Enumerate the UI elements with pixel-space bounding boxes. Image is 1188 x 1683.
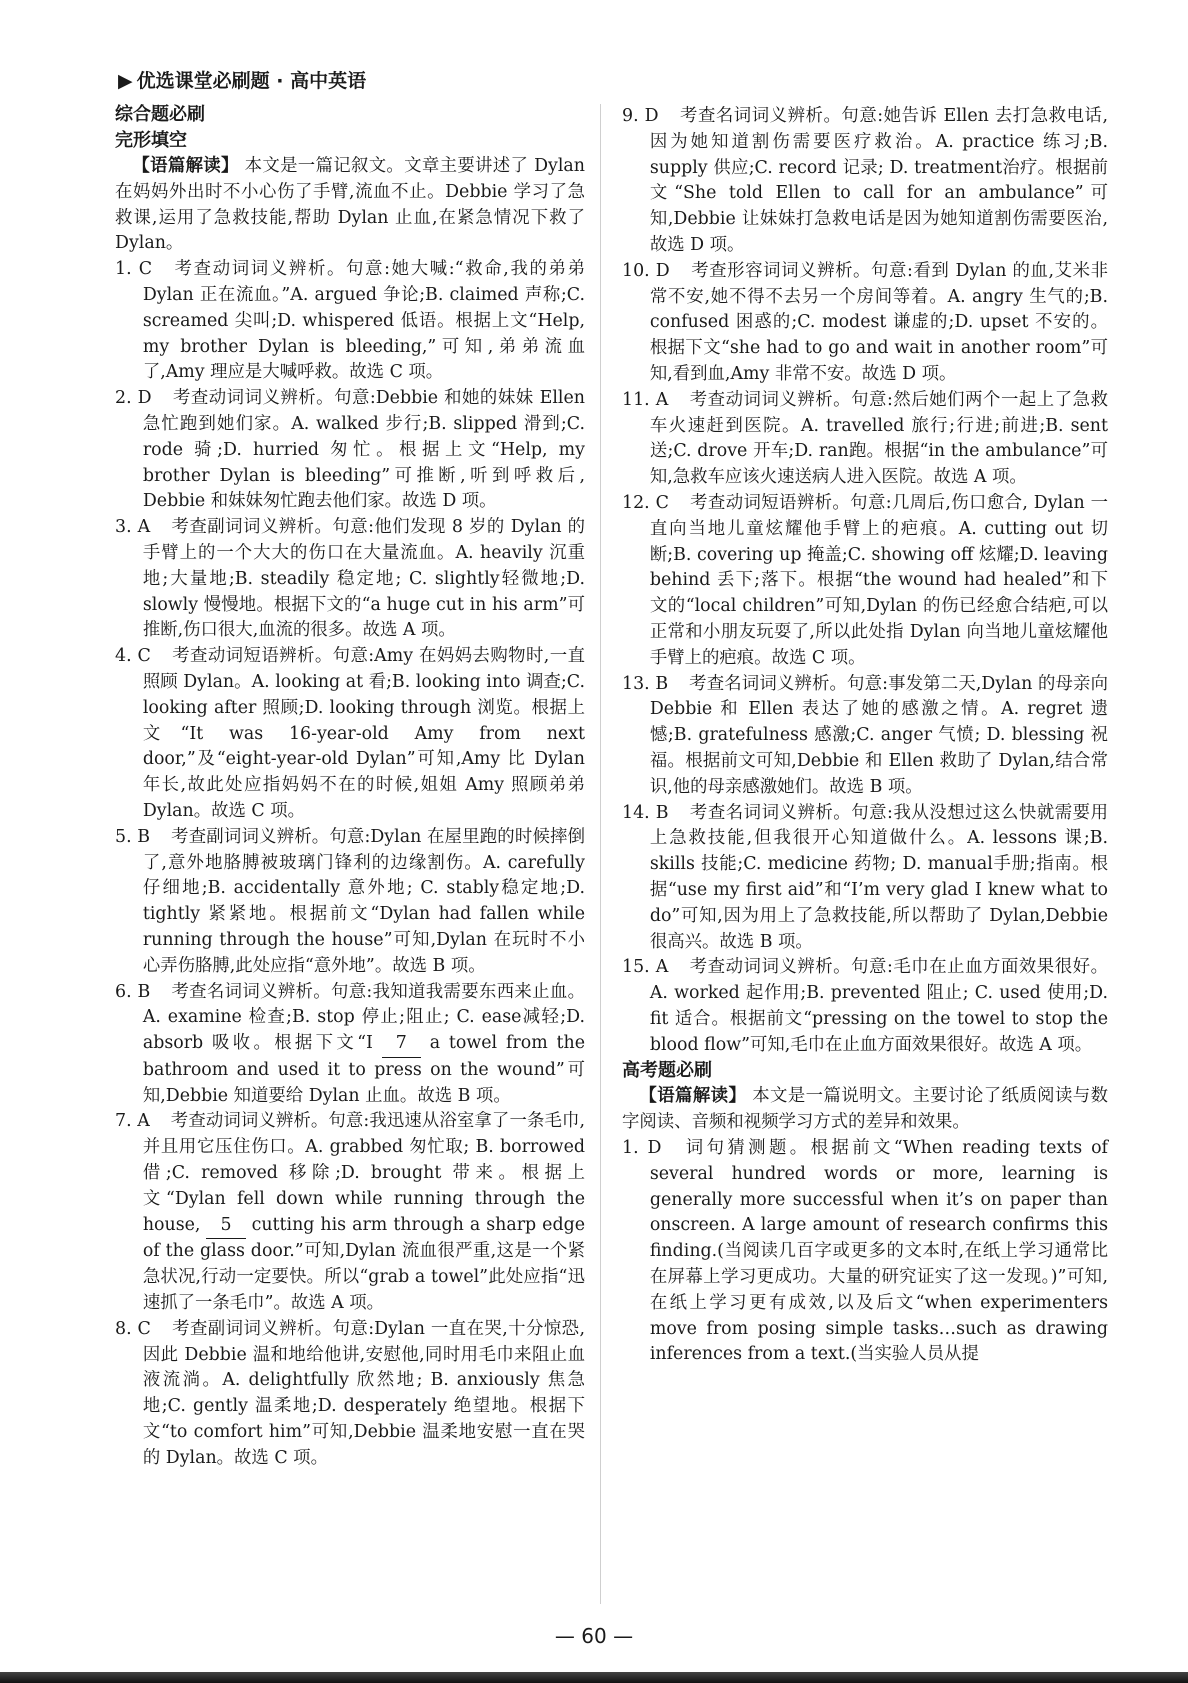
answer-number: 4. C	[115, 646, 151, 667]
passage-intro	[115, 154, 585, 257]
answer-number: 14. B	[622, 802, 669, 823]
answer-number: 6. B	[115, 981, 151, 1002]
answer-item	[115, 1317, 585, 1472]
answer-explanation: 词句猜测题。根据前文“When reading texts of several hundred words or more, learning is generally more successful when it’s on paper than onscreen. A large amount of research confirms this finding.(当阅读几百字或更多的文本时,在纸上学习通常比在屏幕上学习更成功。大量的研究证实了这一发现。)”可知,在纸上学习更有成效,以及后文“when experimenters move from posing simple tasks…such as drawing inferences from a text.(当实验人员从提	[649, 1138, 1108, 1365]
intro-text: 本文是一篇记叙文。文章主要讲述了 Dylan 在妈妈外出时不小心伤了手臂,流血不止。Debbie 学习了急救课,运用了急救技能,帮助 Dylan 止血,在紧急情况下救了 Dylan。	[115, 156, 585, 254]
answer-explanation: 考查动词词义辨析。句意:她大喊:“救命,我的弟弟 Dylan 正在流血。”A. argued 争论;B. claimed 声称;C. screamed 尖叫;D. whispered 低语。根据上文“Help, my brother Dylan is bleeding,”可知,弟弟流血了,Amy 理应是大喊呼救。故选 C 项。	[142, 259, 585, 383]
scan-edge	[0, 1672, 1188, 1683]
intro-text: 本文是一篇说明文。主要讨论了纸质阅读与数字阅读、音频和视频学习方式的差异和效果。	[622, 1086, 1108, 1133]
answer-number: 7. A	[115, 1111, 150, 1132]
answer-number: 10. D	[622, 260, 670, 281]
page-header	[118, 66, 366, 93]
answer-item	[115, 980, 585, 1110]
section-heading-gaokao: 高考题必刷	[622, 1060, 712, 1082]
answer-number: 11. A	[622, 389, 669, 410]
intro-tag: 【语篇解读】	[639, 1086, 747, 1107]
answer-item	[622, 955, 1108, 1058]
answer-explanation: 考查动词词义辨析。句意:然后她们两个一起上了急救车火速赶到医院。A. travelled 旅行;行进;前进;B. sent 送;C. drove 开车;D. ran跑。根据“in the ambulance”可知,急救车应该火速送病人进入医院。故选 A 项。	[649, 389, 1108, 488]
answer-item	[115, 515, 585, 644]
answer-number: 15. A	[622, 957, 669, 978]
answer-number: 12. C	[622, 492, 669, 513]
answer-explanation: 考查动词短语辨析。句意:Amy 在妈妈去购物时,一直照顾 Dylan。A. looking at 看;B. looking into 调查;C. looking after 照顾;D. looking through 浏览。根据上文“It was 16-year-old Amy from next door,”及“eight-year-old Dylan”可知,Amy 比 Dylan 年长,故此处应指妈妈不在的时候,姐姐 Amy 照顾弟弟 Dylan。故选 C 项。	[142, 646, 585, 821]
answer-item	[622, 104, 1108, 259]
triangle-marker-icon: ▶	[118, 70, 133, 92]
blank-number: 7	[382, 1031, 421, 1058]
answer-item	[115, 1109, 585, 1316]
answer-item	[622, 1136, 1108, 1368]
answer-explanation: 考查名词词义辨析。句意:事发第二天,Dylan 的母亲向 Debbie 和 Ellen 表达了她的感激之情。A. regret 遗憾;B. gratefulness 感激;C. anger 气愤; D. blessing 祝福。根据前文可知,Debbie 和 Ellen 救助了 Dylan,结合常识,他的母亲感激她们。故选 B 项。	[649, 673, 1108, 797]
answer-explanation: 考查动词词义辨析。句意:Debbie 和她的妹妹 Ellen 急忙跑到她们家。A. walked 步行;B. slipped 滑到;C. rode 骑;D. hurried 匆忙。根据上文“Help, my brother Dylan is bleeding”可推断,听到呼救后, Debbie 和妹妹匆忙跑去他们家。故选 D 项。	[142, 388, 585, 512]
answer-number: 3. A	[115, 517, 151, 538]
blank-number: 5	[206, 1213, 245, 1240]
answer-number: 2. D	[115, 388, 152, 409]
section-heading-comprehensive: 综合题必刷	[115, 104, 205, 125]
answer-number: 5. B	[115, 826, 151, 847]
answer-number: 1. C	[115, 259, 153, 280]
intro-tag: 【语篇解读】	[132, 156, 239, 176]
right-column	[622, 104, 1108, 1368]
answer-item	[622, 491, 1108, 672]
section-heading-cloze: 完形填空	[115, 130, 187, 151]
answer-explanation-cont: a towel from the bathroom and used it to press on the wound”可知,Debbie 知道要给 Dylan 止血。故选 B 项。	[142, 1033, 586, 1106]
answer-number: 1. D	[622, 1138, 662, 1159]
answer-explanation: 考查名词词义辨析。句意:我从没想过这么快就需要用上急救技能,但我很开心知道做什么。A. lessons 课;B. skills 技能;C. medicine 药物; D. manual手册;指南。根据“use my first aid”和“I’m very glad I knew what to do”可知,因为用上了急救技能,所以帮助了 Dylan,Debbie 很高兴。故选 B 项。	[649, 802, 1108, 952]
column-divider	[600, 104, 601, 1604]
left-column	[115, 102, 585, 1472]
answer-item	[115, 825, 585, 980]
passage-intro	[622, 1084, 1108, 1136]
answer-explanation: 考查副词词义辨析。句意:Dylan 在屋里跑的时候摔倒了,意外地胳膊被玻璃门锋利的边缘割伤。A. carefully 仔细地;B. accidentally 意外地; C. stably稳定地;D. tightly 紧紧地。根据前文“Dylan had fallen while running through the house”可知,Dylan 在玩时不小心弄伤胳膊,此处应指“意外地”。故选 B 项。	[142, 826, 585, 976]
answer-item	[115, 386, 585, 515]
answer-explanation: 考查动词短语辨析。句意:几周后,伤口愈合, Dylan 一直向当地儿童炫耀他手臂上的疤痕。A. cutting out 切断;B. covering up 掩盖;C. showing off 炫耀;D. leaving behind 丢下;落下。根据“the wound had healed”和下文的“local children”可知,Dylan 的伤已经愈合结疤,可以正常和小朋友玩耍了,所以此处指 Dylan 向当地儿童炫耀他手臂上的疤痕。故选 C 项。	[649, 492, 1108, 668]
answer-item	[115, 257, 585, 386]
answer-item	[622, 672, 1108, 801]
answer-number: 9. D	[622, 106, 659, 126]
answer-explanation: 考查副词词义辨析。句意:Dylan 一直在哭,十分惊恐,因此 Debbie 温和地给他讲,安慰他,同时用毛巾来阻止血液流淌。A. delightfully 欣然地; B. anxiously 焦急地;C. gently 温柔地;D. desperately 绝望地。根据下文“to comfort him”可知,Debbie 温柔地安慰一直在哭的 Dylan。故选 C 项。	[142, 1318, 585, 1468]
answer-explanation: 考查名词词义辨析。句意:她告诉 Ellen 去打急救电话,因为她知道割伤需要医疗救治。A. practice 练习;B. supply 供应;C. record 记录; D. treatment治疗。根据前文“She told Ellen to call for an ambulance”可知,Debbie 让妹妹打急救电话是因为她知道割伤需要医治,故选 D 项。	[649, 106, 1108, 255]
answer-item	[622, 801, 1108, 956]
answer-item	[115, 644, 585, 825]
answer-explanation: 考查动词词义辨析。句意:我迅速从浴室拿了一条毛巾,并且用它压住伤口。A. grabbed 匆忙取; B. borrowed 借;C. removed 移除;D. brought 带来。根据上文“Dylan fell down while running through the house,	[142, 1111, 586, 1235]
answer-explanation-cont: cutting his arm through a sharp edge of the glass door.”可知,Dylan 流血很严重,这是一个紧急状况,行动一定要快。所以“grab a towel”此处应指“迅速抓了一条毛巾”。故选 A 项。	[142, 1214, 586, 1314]
answer-explanation: 考查副词词义辨析。句意:他们发现 8 岁的 Dylan 的手臂上的一个大大的伤口在大量流血。A. heavily 沉重地;大量地;B. steadily 稳定地; C. slightly轻微地;D. slowly 慢慢地。根据下文的“a huge cut in his arm”可推断,伤口很大,血流的很多。故选 A 项。	[142, 517, 586, 641]
header-title: 优选课堂必刷题 · 高中英语	[136, 70, 367, 92]
page-number: — 60 —	[554, 1624, 634, 1648]
answer-number: 13. B	[622, 673, 669, 694]
answer-explanation: 考查动词词义辨析。句意:毛巾在止血方面效果很好。A. worked 起作用;B. prevented 阻止; C. used 使用;D. fit 适合。根据前文“pressing on the towel to stop the blood flow”可知,毛巾在止血方面效果很好。故选 A 项。	[649, 957, 1108, 1055]
answer-explanation: 考查形容词词义辨析。句意:看到 Dylan 的血,艾米非常不安,她不得不去另一个房间等着。A. angry 生气的;B. confused 困惑的;C. modest 谦虚的;D. upset 不安的。根据下文“she had to go and wait in another room”可知,看到血,Amy 非常不安。故选 D 项。	[649, 260, 1109, 384]
answer-explanation: 考查名词词义辨析。句意:我知道我需要东西来止血。A. examine 检查;B. stop 停止;阻止; C. ease减轻;D. absorb 吸收。根据下文“I	[142, 981, 585, 1054]
answer-item	[622, 259, 1108, 388]
answer-number: 8. C	[115, 1318, 151, 1339]
answer-item	[622, 388, 1108, 491]
